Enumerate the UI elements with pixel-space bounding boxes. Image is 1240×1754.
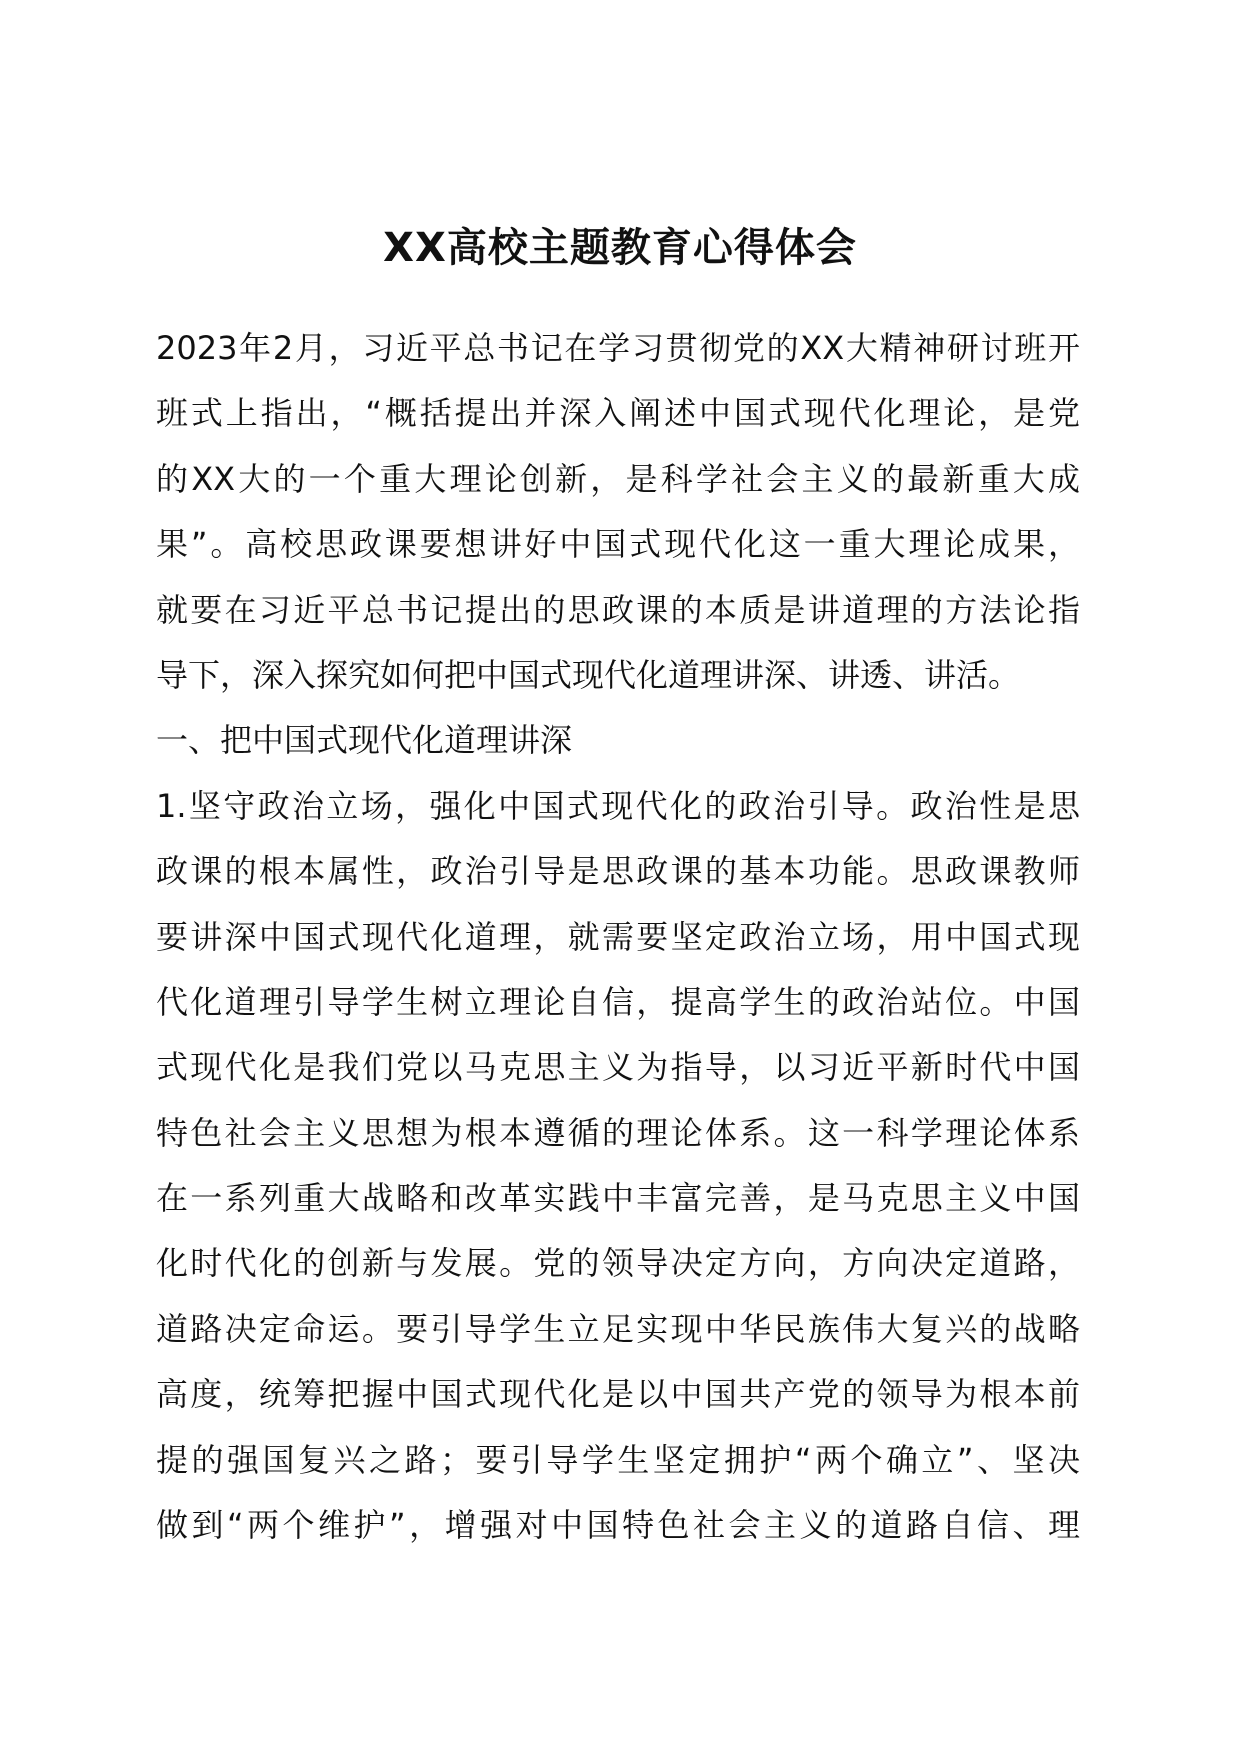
body-line: 特色社会主义思想为根本遵循的理论体系。这一科学理论体系 [156,1113,1080,1152]
body-line: 导下，深入探究如何把中国式现代化道理讲深、讲透、讲活。 [156,655,1021,694]
document-title: XX高校主题教育心得体会 [383,225,857,271]
body-line: 要讲深中国式现代化道理，就需要坚定政治立场，用中国式现 [156,917,1080,956]
body-line: 政课的根本属性，政治引导是思政课的基本功能。思政课教师 [156,852,1080,891]
body-line: 2023年2月，习近平总书记在学习贯彻党的XX大精神研讨班开 [156,329,1080,367]
body-line: 化时代化的创新与发展。党的领导决定方向，方向决定道路， [156,1244,1080,1283]
body-line: 道路决定命运。要引导学生立足实现中华民族伟大复兴的战略 [156,1309,1080,1348]
body-line: 在一系列重大战略和改革实践中丰富完善，是马克思主义中国 [156,1179,1080,1218]
body-line: 高度，统筹把握中国式现代化是以中国共产党的领导为根本前 [156,1375,1080,1414]
body-line: 做到“两个维护”，增强对中国特色社会主义的道路自信、理 [156,1506,1080,1545]
body-line: 果”。高校思政课要想讲好中国式现代化这一重大理论成果， [156,525,1080,564]
body-line: 1.坚守政治立场，强化中国式现代化的政治引导。政治性是思 [156,786,1080,825]
body-line: 代化道理引导学生树立理论自信，提高学生的政治站位。中国 [156,982,1080,1021]
body-line: 班式上指出，“概括提出并深入阐述中国式现代化理论，是党 [156,394,1080,433]
body-line: 式现代化是我们党以马克思主义为指导，以习近平新时代中国 [156,1048,1080,1087]
body-line: 的XX大的一个重大理论创新，是科学社会主义的最新重大成 [156,459,1080,498]
section-heading: 一、把中国式现代化道理讲深 [156,721,573,760]
body-line: 就要在习近平总书记提出的思政课的本质是讲道理的方法论指 [156,590,1080,629]
document-body [156,316,1080,1558]
body-line: 提的强国复兴之路；要引导学生坚定拥护“两个确立”、坚决 [156,1440,1080,1479]
